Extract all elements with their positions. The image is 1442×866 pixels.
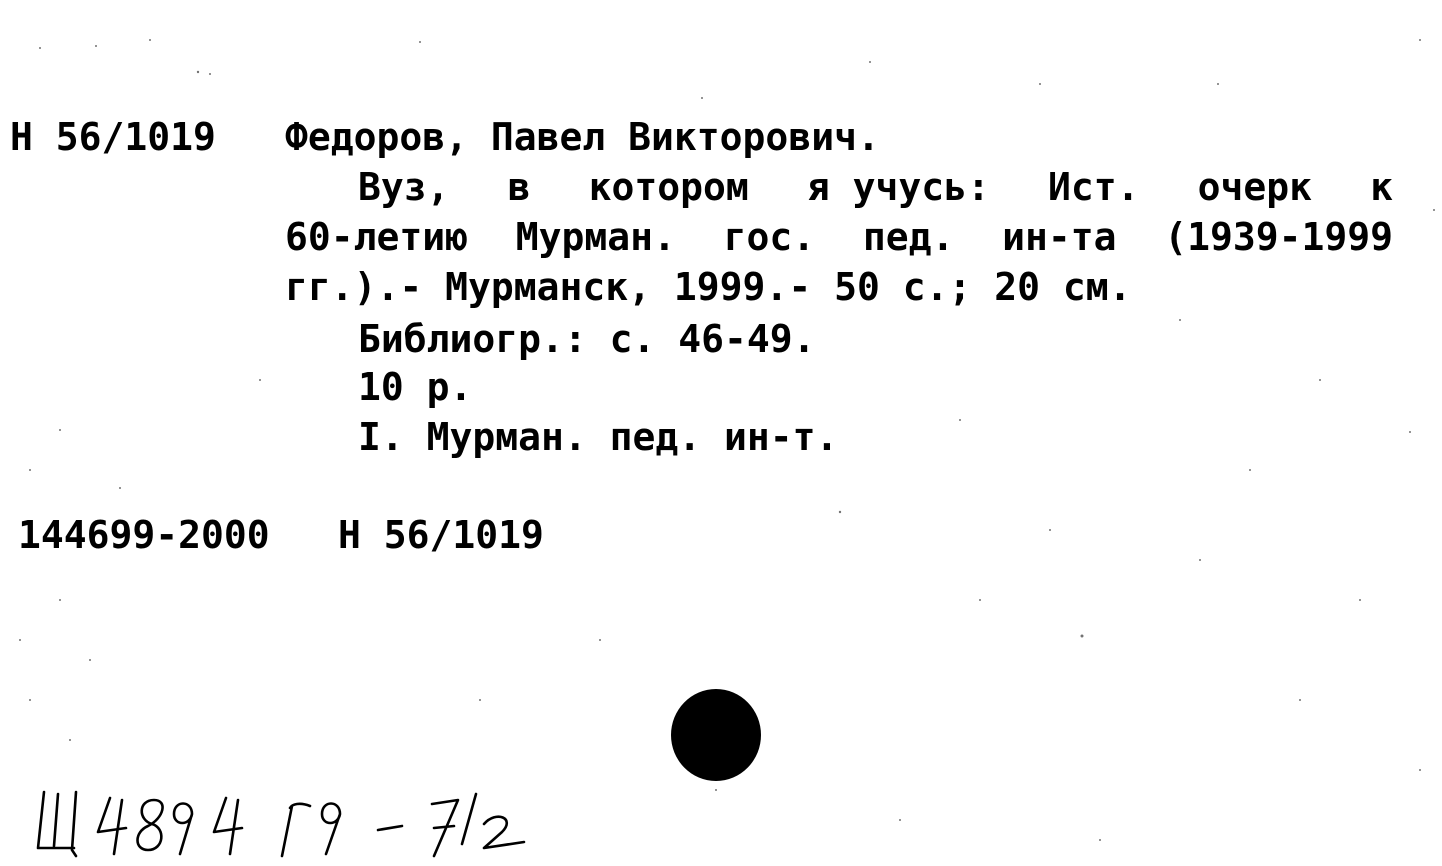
imprint-line: гг.).- Мурманск, 1999.- 50 с.; 20 см. (285, 265, 1132, 309)
title-line-1 (358, 165, 1393, 209)
title-word: я учусь: (806, 165, 990, 209)
shelfmark: Н 56/1019 (10, 115, 216, 159)
title-word: Ист. (1047, 165, 1140, 209)
title-word: в (507, 165, 531, 209)
title-word: Мурман. (515, 215, 676, 259)
added-entry: I. Мурман. пед. ин-т. (358, 415, 839, 459)
title-word: очерк (1197, 165, 1312, 209)
title-word: 60-летию (285, 215, 469, 259)
title-word: (1939-1999 (1164, 215, 1393, 259)
author-heading: Федоров, Павел Викторович. (285, 115, 880, 159)
handwritten-note (30, 770, 530, 860)
call-number: Н 56/1019 (338, 513, 544, 557)
bibliography-note: Библиогр.: с. 46-49. (358, 317, 816, 361)
title-line-2 (285, 215, 1393, 259)
card-punch-hole (671, 689, 761, 781)
title-word: Вуз, (358, 165, 450, 209)
title-word: гос. (723, 215, 816, 259)
title-word: к (1370, 165, 1393, 209)
title-word: пед. (862, 215, 955, 259)
price: 10 р. (358, 365, 473, 409)
title-word: котором (588, 165, 749, 209)
title-word: ин-та (1002, 215, 1117, 259)
accession-number: 144699-2000 (18, 513, 270, 557)
